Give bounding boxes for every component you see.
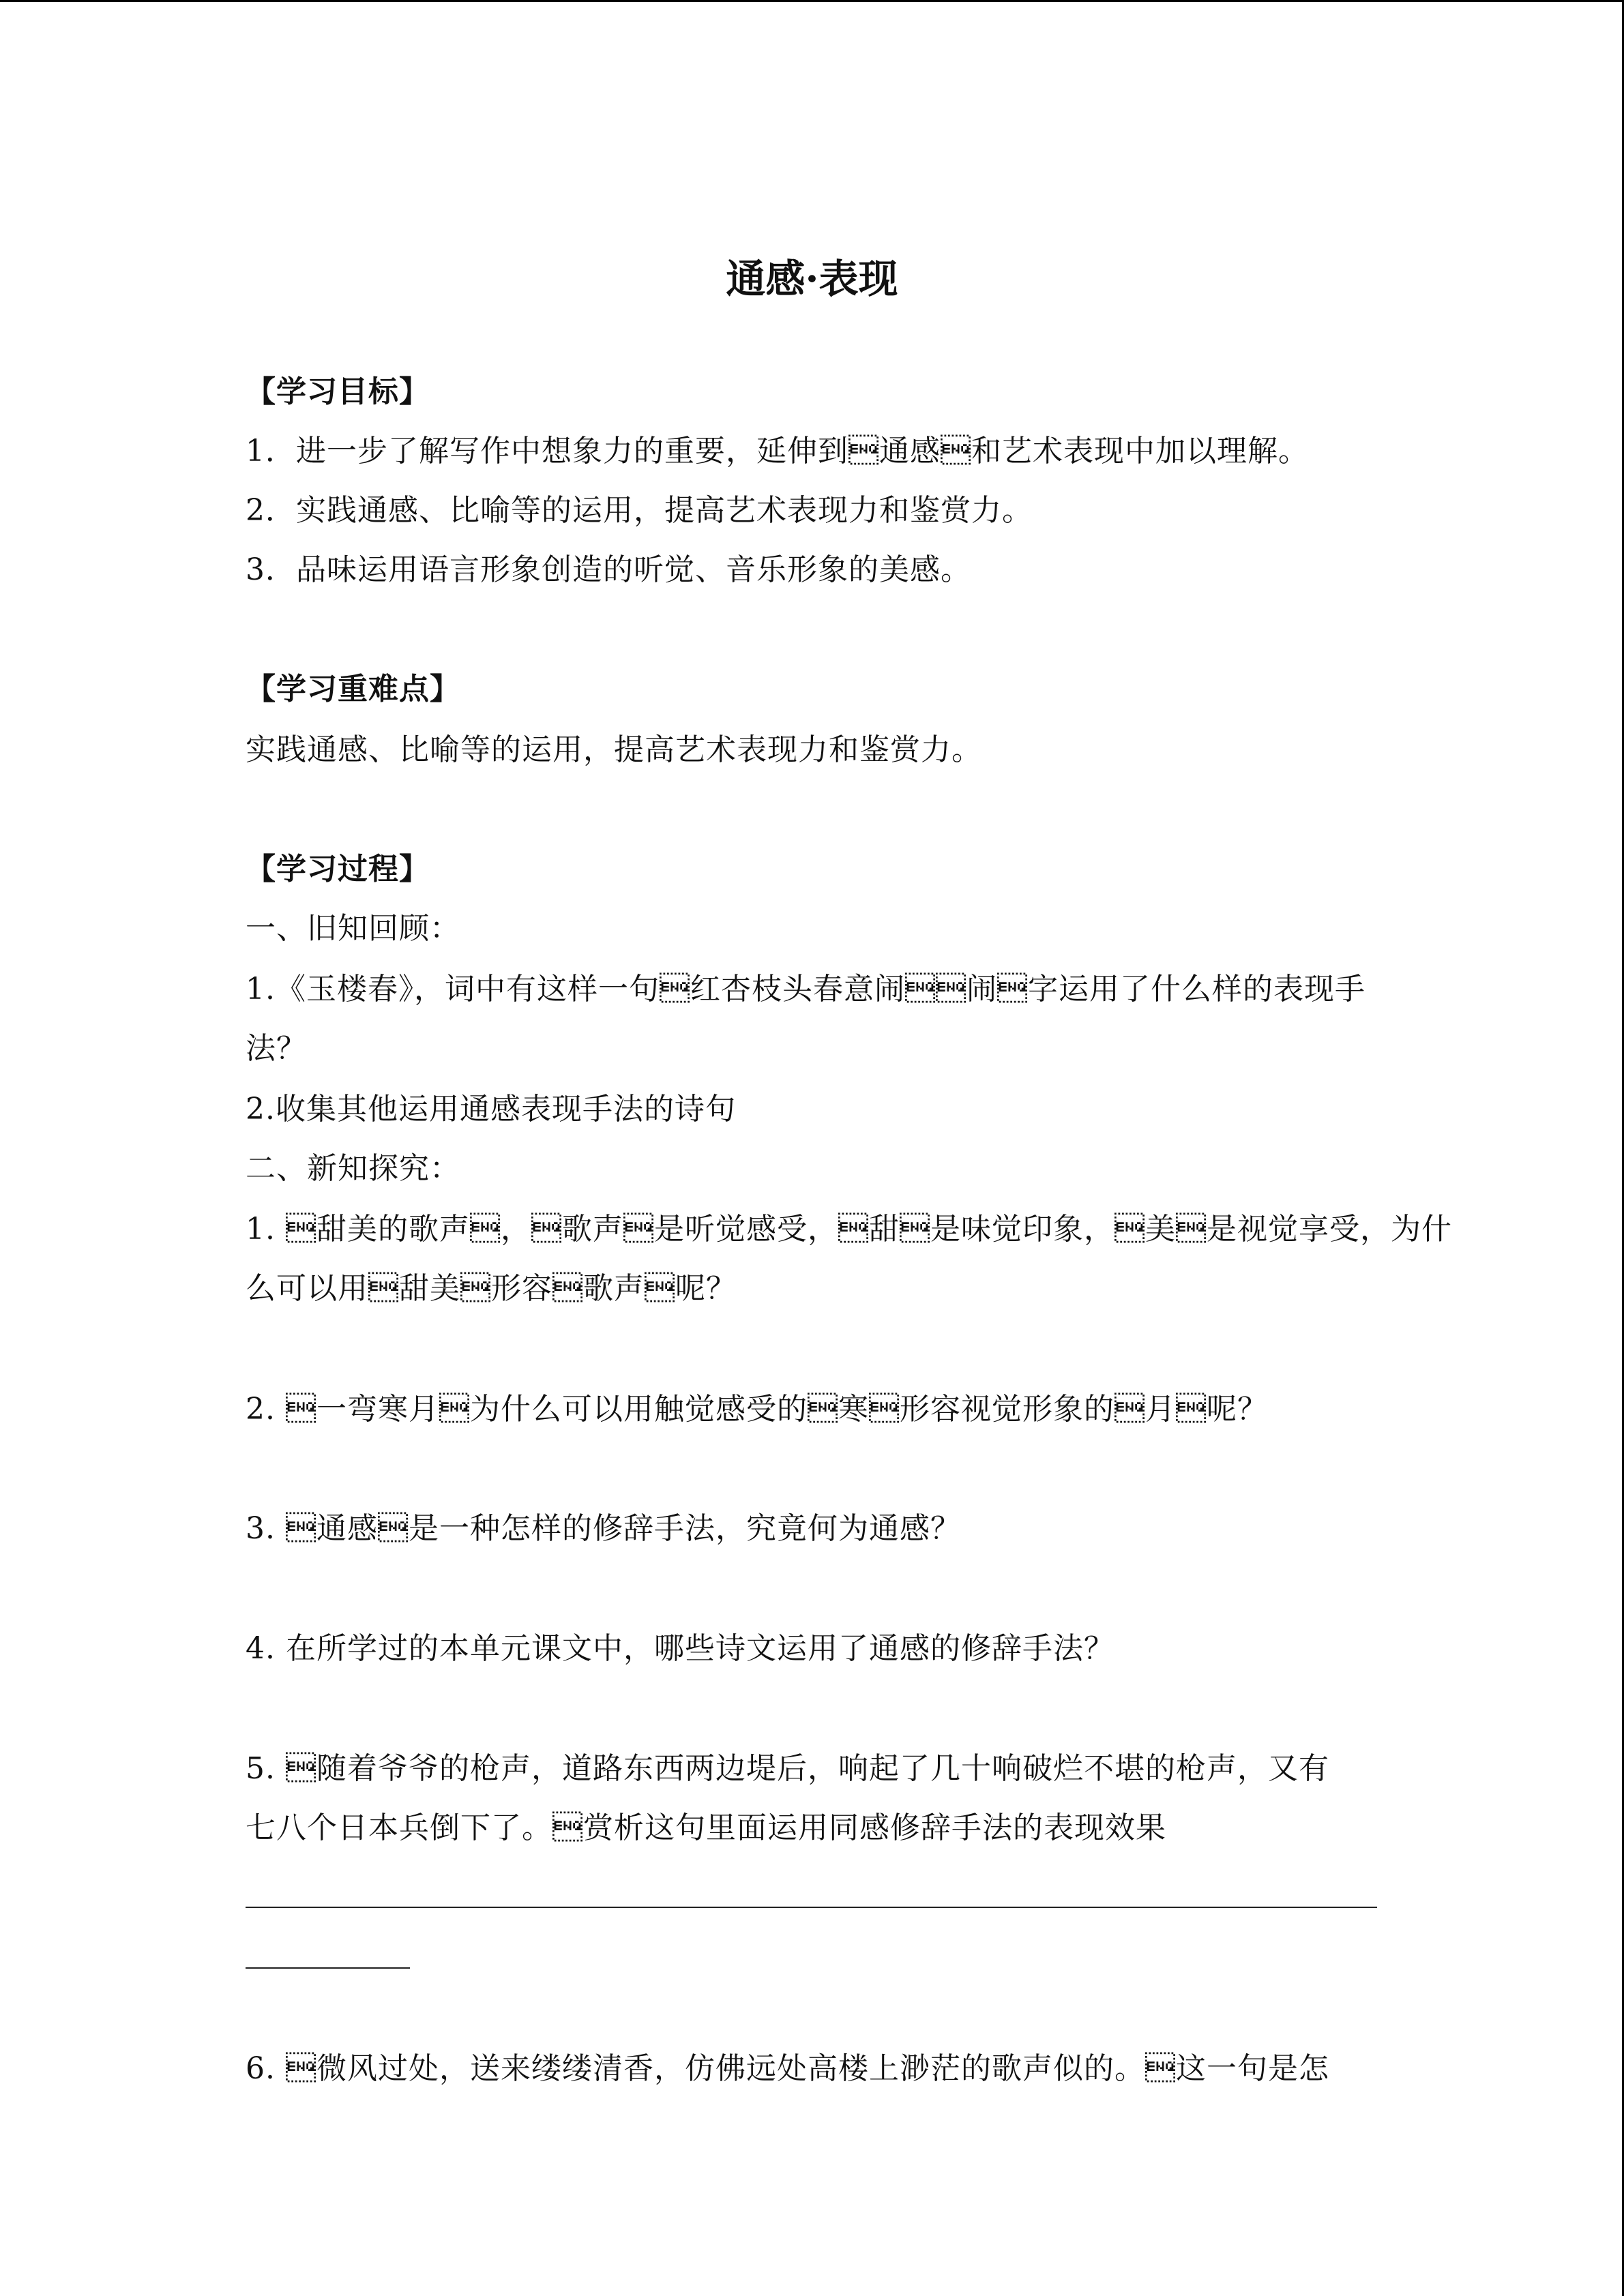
review-heading: 一、旧知回顾： — [246, 911, 460, 946]
review-question-1-line-1: 1.《玉楼春》，词中有这样一句红杏枝头春意闹闹字运用了什么样的表现手 — [246, 972, 1365, 1007]
explore-question-4: 4. 在所学过的本单元课文中，哪些诗文运用了通感的修辞手法？ — [246, 1631, 1114, 1666]
key-points-heading: 【学习重难点】 — [246, 672, 460, 706]
objective-item-2: 2．实践通感、比喻等的运用，提高艺术表现力和鉴赏力。 — [246, 493, 1033, 528]
explore-question-3: 3. 通感是一种怎样的修辞手法，究竟何为通感？ — [246, 1511, 961, 1546]
explore-question-1-line-1: 1. 甜美的歌声，歌声是听觉感受，甜是味觉印象，美是视觉享受，为什 — [246, 1212, 1452, 1247]
key-points-text: 实践通感、比喻等的运用，提高艺术表现力和鉴赏力。 — [246, 732, 982, 767]
review-question-1-line-2: 法？ — [246, 1031, 307, 1066]
objective-item-3: 3．品味运用语言形象创造的听觉、音乐形象的美感。 — [246, 552, 971, 587]
review-question-2: 2.收集其他运用通感表现手法的诗句 — [246, 1092, 736, 1127]
explore-question-5-line-2: 七八个日本兵倒下了。赏析这句里面运用同感修辞手法的表现效果 — [246, 1810, 1166, 1845]
answer-line-short[interactable] — [246, 1967, 410, 1969]
objectives-heading: 【学习目标】 — [246, 374, 430, 409]
explore-question-5-line-1: 5. 随着爷爷的枪声，道路东西两边堤后，响起了几十响破烂不堪的枪声，又有 — [246, 1751, 1329, 1786]
explore-heading: 二、新知探究： — [246, 1151, 460, 1186]
page-title: 通感·表现 — [726, 256, 898, 302]
explore-question-6-line-1: 6. 微风过处，送来缕缕清香，仿佛远处高楼上渺茫的歌声似的。这一句是怎 — [246, 2051, 1329, 2086]
explore-question-1-line-2: 么可以用甜美形容歌声呢？ — [246, 1271, 737, 1306]
objective-item-1: 1．进一步了解写作中想象力的重要，延伸到通感和艺术表现中加以理解。 — [246, 434, 1309, 468]
answer-line-long[interactable] — [246, 1907, 1377, 1908]
explore-question-2: 2. 一弯寒月为什么可以用触觉感受的寒形容视觉形象的月呢？ — [246, 1392, 1268, 1427]
process-heading: 【学习过程】 — [246, 852, 430, 886]
